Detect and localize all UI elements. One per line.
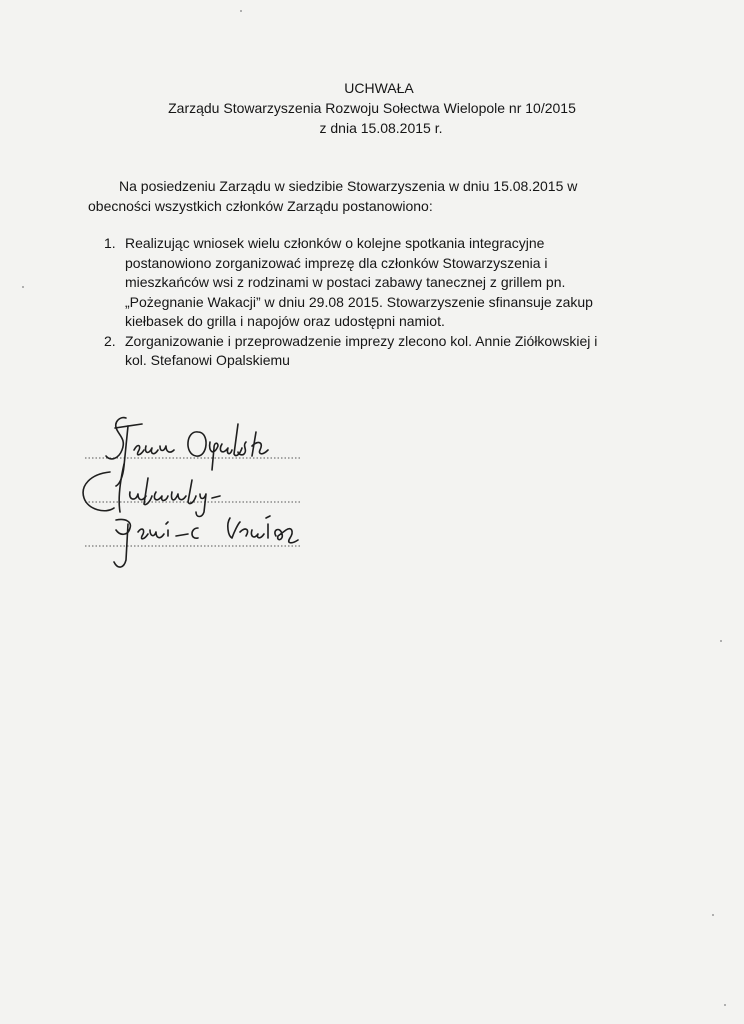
scan-speck [22,286,24,288]
signatures-drawing [80,412,340,572]
list-item-number: 2. [104,332,116,349]
intro-line: obecności wszystkich członków Zarządu postanowiono: [88,198,433,214]
document-header [0,78,744,138]
list-item-line: mieszkańców wsi z rodzinami w postaci zabawy tanecznej z grillem pn. [125,274,566,290]
list-item-line: Zorganizowanie i przeprowadzenie imprezy zlecono kol. Annie Ziółkowskiej i [125,332,598,349]
scan-speck [240,10,242,12]
list-item [104,332,644,371]
document-subtitle: Zarządu Stowarzyszenia Rozwoju Sołectwa Wielopole nr 10/2015 [168,100,576,116]
resolution-list [104,234,644,371]
scan-speck [724,1004,726,1006]
document-date: z dnia 15.08.2015 r. [319,120,443,136]
list-item-line: postanowiono zorganizować imprezę dla członków Stowarzyszenia i [125,254,548,271]
list-item-line: kiełbasek do grilla i napojów oraz udostępni namiot. [125,313,445,329]
intro-paragraph [88,176,648,216]
list-item-line: Realizując wniosek wielu członków o kolejne spotkania integracyjne [125,235,545,251]
signature-3 [114,516,298,567]
intro-line: Na posiedzeniu Zarządu w siedzibie Stowarzyszenia w dniu 15.08.2015 w [119,178,578,194]
signature-2 [83,464,220,517]
signature-1 [106,418,268,486]
list-item-line: kol. Stefanowi Opalskiemu [125,352,290,368]
list-item [104,234,644,332]
scan-speck [720,640,722,642]
signatures-block [80,412,340,572]
list-item-line: „Pożegnanie Wakacji” w dniu 29.08 2015. Stowarzyszenie sfinansuje zakup [125,293,593,310]
list-item-number: 1. [104,235,116,251]
scan-speck [712,914,714,916]
document-title: UCHWAŁA [344,80,414,96]
